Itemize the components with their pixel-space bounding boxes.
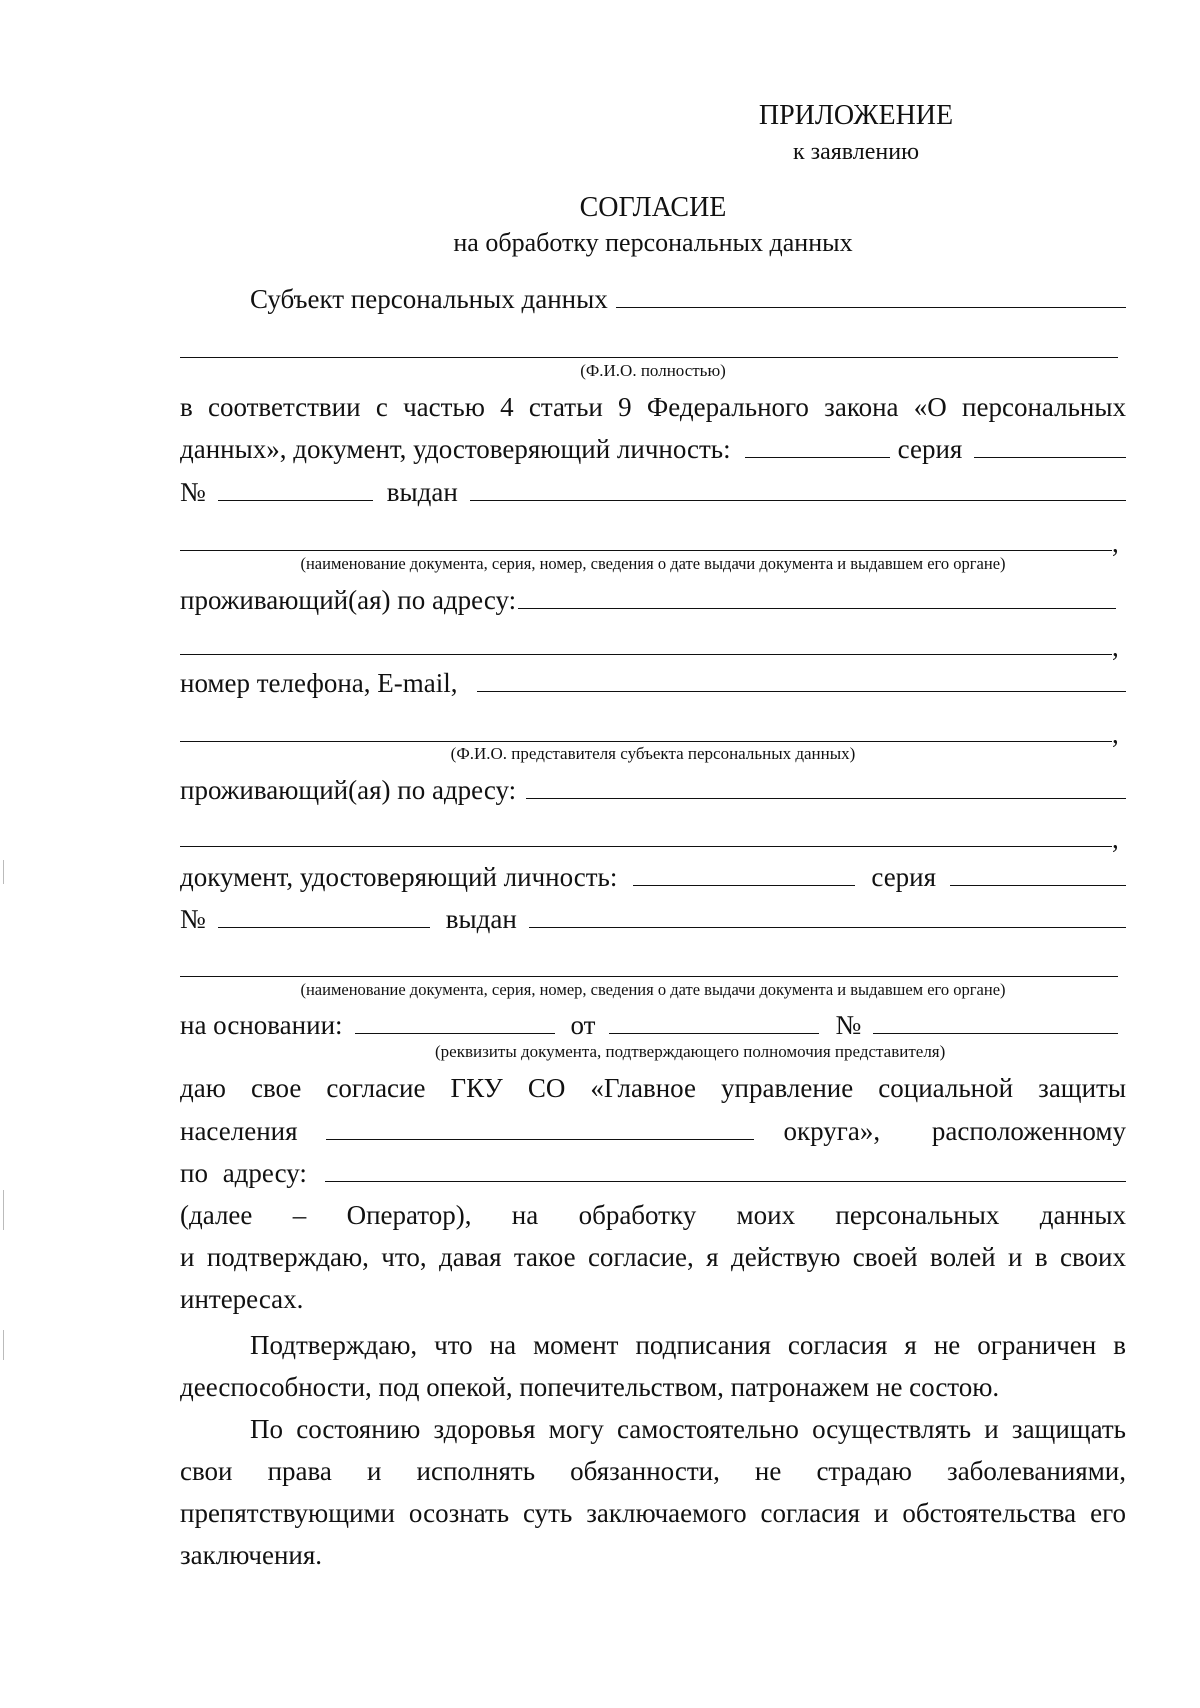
operator-address-field[interactable] [325, 1159, 1126, 1182]
subject-row [180, 284, 1126, 315]
law-line-2 [180, 434, 1126, 465]
comma: , [1112, 719, 1119, 749]
consent-address-label: по адресу: [180, 1158, 307, 1188]
subject-name-line-2[interactable] [180, 357, 1118, 358]
rep-number-row [180, 904, 1126, 935]
rep-doc-number-field[interactable] [218, 905, 430, 928]
series-field[interactable] [974, 435, 1126, 458]
rep-doc-caption: (наименование документа, серия, номер, сведения о дате выдачи документа и выдавшем его органе) [300, 980, 1006, 999]
comma: , [1112, 528, 1119, 558]
document-title: СОГЛАСИЕ [579, 192, 727, 223]
series-label: серия [897, 434, 963, 464]
basis-number-field[interactable] [873, 1011, 1118, 1034]
address-line-2[interactable] [180, 654, 1112, 655]
document-page [180, 0, 1126, 1708]
capacity-paragraph: Подтверждаю, что на момент подписания согласия я не ограничен в дееспособности, под опекой, попечительством, патронажем не состою. [180, 1330, 1126, 1402]
subject-label: Субъект персональных данных [250, 284, 608, 314]
rep-series-field[interactable] [950, 863, 1126, 886]
address-row [180, 585, 1116, 616]
scan-edge-mark [3, 860, 4, 884]
basis-doc-field[interactable] [355, 1011, 555, 1034]
consent-rest: и подтверждаю, что, давая такое согласие, я действую своей волей и в своих интересах. [180, 1242, 1126, 1314]
doc-number-row [180, 477, 1126, 508]
basis-caption: (реквизиты документа, подтверждающего полномочия представителя) [435, 1042, 946, 1061]
appendix-subheading: к заявлению [792, 139, 920, 165]
appendix-heading: ПРИЛОЖЕНИЕ [758, 100, 954, 131]
doc-caption: (наименование документа, серия, номер, сведения о дате выдачи документа и выдавшем его органе) [300, 554, 1006, 573]
address-field[interactable] [518, 586, 1116, 609]
consent-address-row [180, 1158, 1126, 1189]
issued-by-field[interactable] [470, 478, 1126, 501]
subject-name-field[interactable] [616, 285, 1126, 308]
consent-line-4: (далее – Оператор), на обработку моих персональных данных [180, 1200, 1126, 1230]
scan-edge-mark [3, 1330, 4, 1360]
representative-caption: (Ф.И.О. представителя субъекта персональных данных) [450, 744, 856, 763]
rep-address-field[interactable] [526, 776, 1126, 799]
rep-doc-label: документ, удостоверяющий личность: [180, 862, 618, 892]
rep-number-label: № [180, 904, 206, 934]
rep-doc-details-line[interactable] [180, 976, 1118, 977]
health-paragraph: По состоянию здоровья могу самостоятельно осуществлять и защищать свои права и исполнять обязанности, не страдаю заболеваниями, препятствующими осознать суть заключаемого согласия и обстоятельства его заключения. [180, 1414, 1126, 1570]
basis-from-label: от [570, 1010, 596, 1040]
law-line-1: в соответствии с частью 4 статьи 9 Федерального закона «О персональных [180, 392, 1126, 422]
representative-name-line[interactable] [180, 741, 1112, 742]
basis-row [180, 1010, 1126, 1041]
contact-field[interactable] [477, 669, 1126, 692]
doc-details-line[interactable] [180, 550, 1112, 551]
issued-label: выдан [386, 477, 458, 507]
rep-doc-row [180, 862, 1126, 893]
basis-number-label: № [835, 1010, 862, 1040]
comma: , [1112, 632, 1119, 662]
document-number-field[interactable] [218, 478, 373, 501]
district-field[interactable] [326, 1117, 754, 1140]
rep-doc-type-field[interactable] [633, 863, 855, 886]
rep-series-label: серия [871, 862, 937, 892]
consent-line-1: даю свое согласие ГКУ СО «Главное управление социальной защиты [180, 1073, 1126, 1103]
rep-address-line-2[interactable] [180, 846, 1112, 847]
consent-district-label: округа», расположенному [783, 1116, 1126, 1146]
rep-address-label: проживающий(ая) по адресу: [180, 775, 517, 805]
number-label: № [180, 477, 206, 507]
document-type-field[interactable] [745, 435, 890, 458]
contact-label: номер телефона, E-mail, [180, 668, 458, 698]
document-subtitle: на обработку персональных данных [453, 228, 853, 257]
basis-label: на основании: [180, 1010, 343, 1040]
rep-issued-label: выдан [445, 904, 517, 934]
address-label: проживающий(ая) по адресу: [180, 585, 517, 615]
law-line-2-text: данных», документ, удостоверяющий личность: [180, 434, 731, 464]
contact-row [180, 668, 1126, 699]
consent-population-label: населения [180, 1116, 298, 1146]
rep-address-row [180, 775, 1126, 806]
rep-issued-by-field[interactable] [529, 905, 1126, 928]
basis-date-field[interactable] [609, 1011, 819, 1034]
consent-line-2 [180, 1116, 1126, 1147]
comma: , [1112, 824, 1119, 854]
scan-edge-mark [3, 1190, 4, 1230]
fio-caption: (Ф.И.О. полностью) [580, 361, 726, 380]
